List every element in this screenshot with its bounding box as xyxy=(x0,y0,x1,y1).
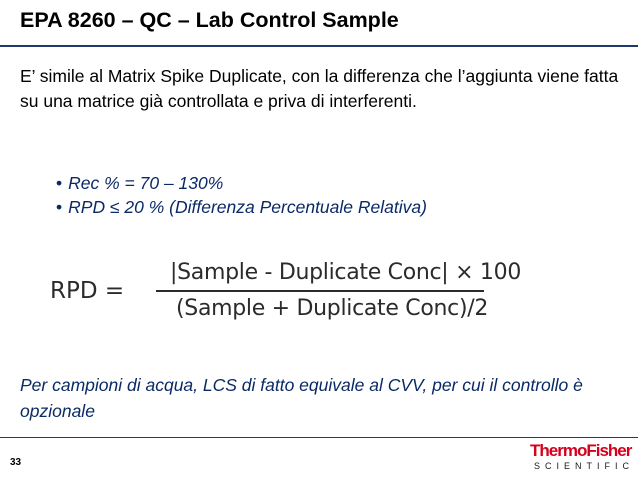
rpd-formula xyxy=(50,256,522,326)
logo-wordmark: ThermoFisher xyxy=(530,441,632,460)
formula-denominator: (Sample + Duplicate Conc)/2 xyxy=(176,296,489,321)
bullet-text: Rec % = 70 – 130% xyxy=(68,173,224,193)
list-item xyxy=(56,171,427,195)
bullet-text: RPD ≤ 20 % (Differenza Percentuale Relativa) xyxy=(68,197,427,217)
slide-title: EPA 8260 – QC – Lab Control Sample xyxy=(20,8,399,32)
bullet-icon: • xyxy=(56,197,63,217)
formula-numerator: |Sample - Duplicate Conc| × 100 xyxy=(170,260,522,285)
logo-tagline: SCIENTIFIC xyxy=(534,461,635,471)
formula-lhs: RPD = xyxy=(50,278,125,304)
bullet-icon: • xyxy=(56,173,63,193)
thermofisher-logo xyxy=(530,441,635,474)
page-number: 33 xyxy=(10,457,22,468)
footer-divider xyxy=(0,437,638,438)
footnote: Per campioni di acqua, LCS di fatto equivale al CVV, per cui il controllo è opzionale xyxy=(20,375,583,421)
criteria-list xyxy=(56,171,427,219)
title-divider xyxy=(0,45,638,47)
intro-paragraph: E’ simile al Matrix Spike Duplicate, con la differenza che l’aggiunta viene fatta su una matrice già controllata e priva di interferenti. xyxy=(20,66,619,111)
list-item xyxy=(56,195,427,219)
fraction-bar xyxy=(156,290,484,292)
